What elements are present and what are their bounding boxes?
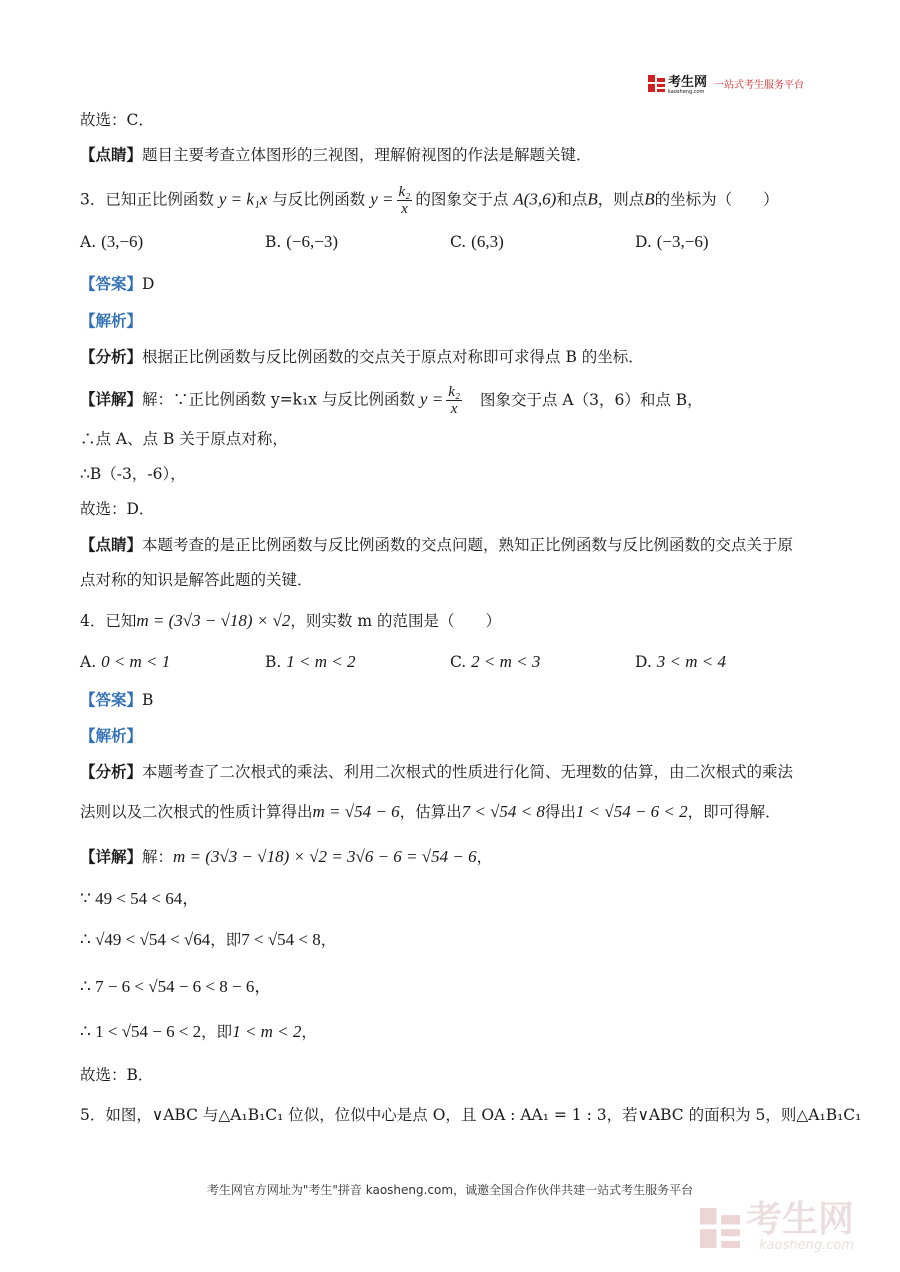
q3-review-line1: 【点睛】本题考查的是正比例函数与反比例函数的交点问题，熟知正比例函数与反比例函数的交点关于原 bbox=[80, 535, 794, 554]
q4-option-b: B. 1 < m < 2 bbox=[265, 652, 356, 671]
q4-stem: 4．已知m = (3√3 − √18) × √2，则实数 m 的范围是（ ） bbox=[80, 611, 501, 630]
logo-slogan: 一站式考生服务平台 bbox=[714, 79, 805, 91]
q3-analysis-tag: 【解析】 bbox=[80, 311, 143, 330]
q4-option-c: C. 2 < m < 3 bbox=[450, 652, 541, 671]
q3-frac-den: x bbox=[401, 201, 408, 217]
q4-step3: ∴ 7 − 6 < √54 − 6 < 8 − 6， bbox=[80, 977, 272, 996]
q4-step1: ∵ 49 < 54 < 64， bbox=[80, 889, 200, 908]
q3-stem-mid3: 和点 bbox=[556, 190, 588, 209]
q3-eq1: y = k₁x bbox=[218, 189, 268, 209]
q3-point-a: A(3,6) bbox=[513, 189, 557, 209]
q3-option-d: D. (−3,−6) bbox=[635, 232, 709, 251]
watermark-logo-icon bbox=[700, 1208, 740, 1248]
q2-review bbox=[80, 144, 840, 166]
logo-domain: kaosheng.com bbox=[668, 89, 705, 95]
q3-fraction bbox=[397, 184, 413, 217]
q3-stem-mid4: ，则点 bbox=[597, 190, 645, 209]
review-text: 题目主要考查立体图形的三视图，理解俯视图的作法是解题关键． bbox=[142, 146, 592, 164]
q3-conclusion: 故选：D． bbox=[80, 500, 155, 518]
q3-stem-prefix: 3．已知正比例函数 bbox=[80, 190, 214, 209]
q3-option-b: B. (−6,−3) bbox=[265, 232, 339, 251]
q4-fenxi-line1: 【分析】本题考查了二次根式的乘法、利用二次根式的性质进行化简、无理数的估算，由二次根式的乘法 bbox=[80, 762, 794, 781]
q4-step2: ∴ √49 < √54 < √64，即7 < √54 < 8， bbox=[80, 930, 337, 949]
q2-answer-line: 故选：C． bbox=[80, 111, 154, 129]
q4-analysis-tag: 【解析】 bbox=[80, 726, 143, 745]
q3-review-line2: 点对称的知识是解答此题的关键． bbox=[80, 571, 313, 589]
q3-stem-end: 的坐标为（ ） bbox=[654, 190, 779, 209]
q3-eq2-lhs: y = bbox=[370, 189, 394, 209]
q3-stem bbox=[80, 184, 840, 217]
q4-answer: 【答案】B bbox=[80, 690, 154, 709]
q4-step4: ∴ 1 < √54 − 6 < 2，即1 < m < 2， bbox=[80, 1022, 317, 1041]
watermark-domain: kaosheng.com bbox=[759, 1238, 855, 1253]
q3-fenxi: 【分析】根据正比例函数与反比例函数的交点关于原点对称即可求得点 B 的坐标． bbox=[80, 347, 644, 366]
logo-text: 考生网 bbox=[668, 75, 708, 90]
q4-option-a: A. 0 < m < 1 bbox=[80, 652, 171, 671]
q4-fenxi-line2: 法则以及二次根式的性质计算得出m = √54 − 6，估算出7 < √54 < 8得出1 < √54 − 6 < 2，即可得解． bbox=[80, 802, 781, 821]
watermark bbox=[700, 1199, 855, 1253]
q3-stem-mid2: 的图象交于点 bbox=[415, 190, 509, 209]
q3-point-b-2: B bbox=[644, 189, 655, 209]
q3-option-a: A. (3,−6) bbox=[80, 232, 144, 251]
q3-answer: 【答案】D bbox=[80, 274, 155, 293]
q3-frac-num: k₂ bbox=[398, 184, 411, 200]
q3-stem-mid1: 与反比例函数 bbox=[272, 190, 366, 209]
footer-text: 考生网官方网址为"考生"拼音 kaosheng.com，诚邀全国合作伙伴共建一站式考生服务平台 bbox=[206, 1183, 694, 1197]
q4-conclusion: 故选：B． bbox=[80, 1066, 154, 1084]
q3-point-b: B bbox=[587, 189, 598, 209]
q5-stem: 5．如图，∨ABC 与△A₁B₁C₁ 位似，位似中心是点 O，且 OA : AA₁ = 1 : 3，若∨ABC 的面积为 5，则△A₁B₁C₁ bbox=[80, 1106, 862, 1124]
kaosheng-logo-icon bbox=[648, 75, 665, 92]
q4-option-d: D. 3 < m < 4 bbox=[635, 652, 726, 671]
header-logo bbox=[648, 72, 804, 94]
watermark-text: 考生网 bbox=[746, 1199, 855, 1240]
review-tag: 【点睛】 bbox=[80, 145, 143, 164]
q3-step1: ∴点 A、点 B 关于原点对称， bbox=[80, 430, 288, 448]
q4-xiangjie: 【详解】解：m = (3√3 − √18) × √2 = 3√6 − 6 = √54 − 6， bbox=[80, 847, 493, 866]
q3-xiangjie: 【详解】解：∵正比例函数 y=k₁x 与反比例函数 y = $\frac{\text{k₂}}{x}$ 图象交于点 A（3，6）和点 B， bbox=[80, 384, 703, 417]
q3-step2: ∴B（-3，-6）， bbox=[80, 465, 186, 483]
q3-option-c: C. (6,3) bbox=[450, 232, 504, 251]
